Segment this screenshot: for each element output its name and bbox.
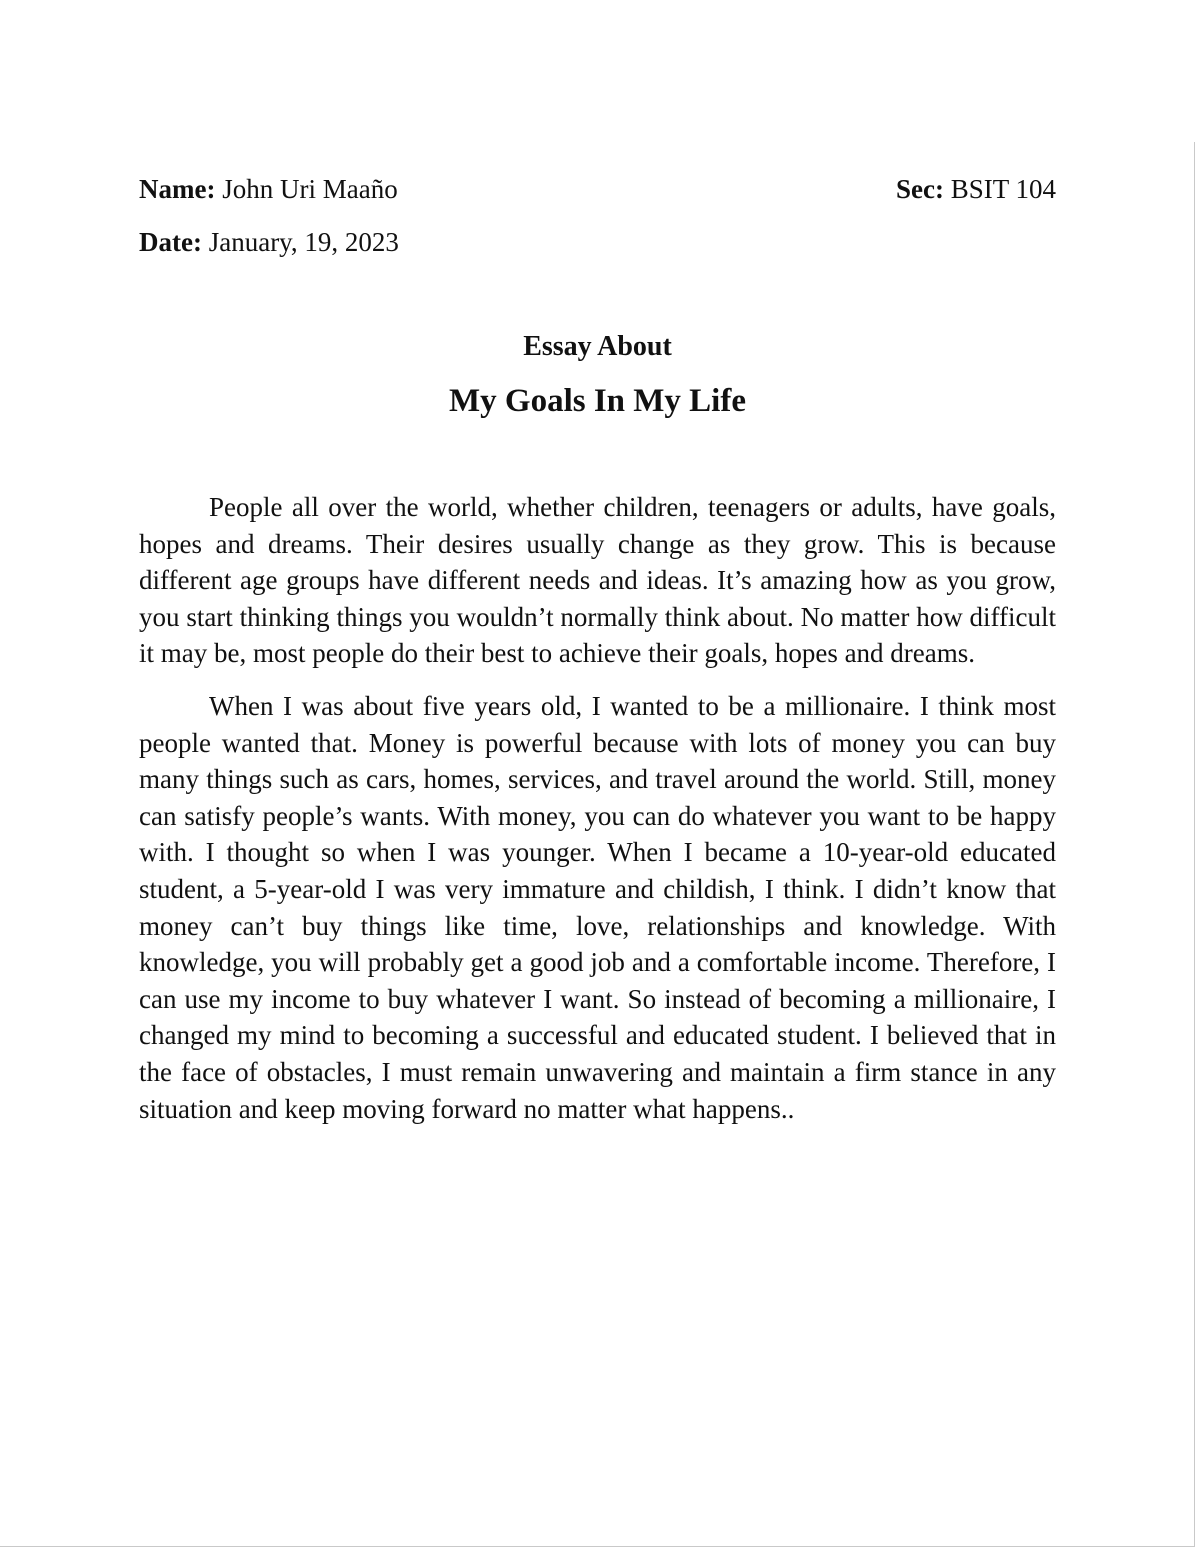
essay-title-line2: My Goals In My Life [449, 383, 746, 419]
page-edge-bottom [0, 1546, 1195, 1547]
name-value: John Uri Maaño [215, 174, 398, 204]
paragraph-1: People all over the world, whether children, teenagers or adults, have goals, hopes and dreams. Their desires usually change as they grow. This is because different age groups have different needs and ideas. It’s amazing how as you grow, you start thinking things you wouldn’t normally think about. No matter how difficult it may be, most people do their best to achieve their goals, hopes and dreams. [139, 492, 1056, 669]
essay-body [139, 489, 1056, 1143]
essay-title-line1: Essay About [523, 331, 672, 362]
date-label: Date: [139, 227, 202, 257]
sec-value: BSIT 104 [943, 174, 1056, 204]
header-row-name-sec [139, 173, 1056, 205]
essay-date [139, 226, 399, 258]
header-row-date [139, 226, 1056, 258]
student-name [139, 173, 398, 205]
name-label: Name: [139, 174, 216, 204]
paragraph-2: When I was about five years old, I wanted to be a millionaire. I think most people wanted that. Money is powerful because with lots of money you can buy many things such as cars, homes, services, and travel around the world. Still, money can satisfy people’s wants. With money, you can do whatever you want to be happy with. I thought so when I was younger. When I became a 10-year-old educated student, a 5-year-old I was very immature and childish, I think. I didn’t know that money can’t buy things like time, love, relationships and knowledge. With knowledge, you will probably get a good job and a comfortable income. Therefore, I can use my income to buy whatever I want. So instead of becoming a millionaire, I changed my mind to becoming a successful and educated student. I believed that in the face of obstacles, I must remain unwavering and maintain a firm stance in any situation and keep moving forward no matter what happens.. [139, 690, 1056, 1124]
date-value: January, 19, 2023 [201, 227, 399, 257]
section [896, 173, 1056, 205]
sec-label: Sec: [895, 174, 944, 204]
